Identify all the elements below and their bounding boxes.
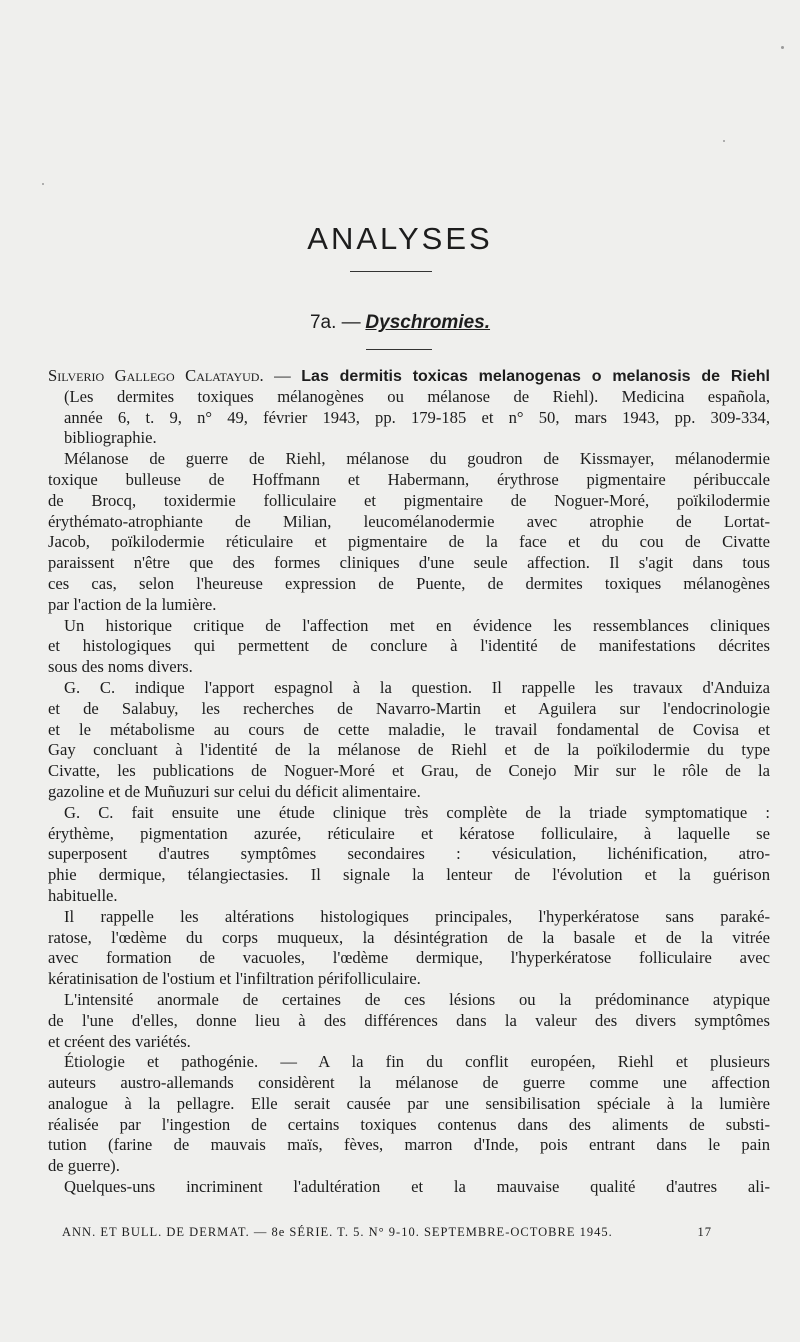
page-title: ANALYSES <box>307 221 493 256</box>
article-author: Silverio Gallego Calatayud. <box>48 366 264 385</box>
text-line: G. C. indique l'apport espagnol à la question. Il rappelle les travaux d'Anduiza <box>64 677 770 697</box>
text-line: gazoline et de Muñuzuri sur celui du déficit alimentaire. <box>48 781 421 801</box>
text-line: L'intensité anormale de certaines de ces lésions ou la prédominance atypique <box>64 989 770 1009</box>
journal-citation: ANN. ET BULL. DE DERMAT. — 8e SÉRIE. T. 5. N° 9-10. SEPTEMBRE-OCTOBRE 1945. <box>62 1225 613 1239</box>
text-line: avec formation de vacuoles, l'œdème dermique, l'hyperkératose folliculaire avec <box>48 948 770 968</box>
text-line: de guerre). <box>48 1156 120 1176</box>
text-line: érythémato-atrophiante de Milian, leucomélanodermie avec atrophie de Lortat- <box>48 511 770 531</box>
text-line: érythème, pigmentation azurée, réticulaire et kératose folliculaire, à laquelle se <box>48 823 770 843</box>
text-line: de Brocq, toxidermie folliculaire et pigmentaire de Noguer-Moré, poïkilodermie <box>48 490 770 510</box>
text-line: Jacob, poïkilodermie réticulaire et pigmentaire de la face et du cou de Civatte <box>48 532 770 552</box>
text-line: phie dermique, télangiectasies. Il signale la lenteur de l'évolution et la guérison <box>48 865 770 885</box>
page-number: 17 <box>697 1225 712 1239</box>
article-title: Las dermitis toxicas melanogenas o melanosis de Riehl <box>301 368 770 385</box>
text-line: bibliographie. <box>64 428 157 448</box>
section-number: 7a. — <box>309 312 361 333</box>
text-line: habituelle. <box>48 885 118 905</box>
text-line: Il rappelle les altérations histologiques principales, l'hyperkératose sans paraké- <box>64 906 770 926</box>
paper-speck <box>781 46 784 49</box>
text-line: année 6, t. 9, n° 49, février 1943, pp. 179-185 et n° 50, mars 1943, pp. 309-334, <box>64 407 770 427</box>
paper-speck <box>723 140 725 142</box>
text-line: auteurs austro-allemands considèrent la mélanose de guerre comme une affection <box>48 1073 770 1093</box>
text-line: toxique bulleuse de Hoffmann et Habermann, érythrose pigmentaire péribuccale <box>48 469 770 489</box>
text-line: (Les dermites toxiques mélanogènes ou mélanose de Riehl). Medicina española, <box>64 386 770 406</box>
section-name: Dyschromies. <box>365 312 491 333</box>
text-line: et le métabolisme au cours de cette maladie, le travail fondamental de Covisa et <box>48 719 770 739</box>
section-heading <box>0 312 800 334</box>
text-line: kératinisation de l'ostium et l'infiltration périfolliculaire. <box>48 969 421 989</box>
article-body <box>48 366 770 1198</box>
article-heading-line <box>48 366 770 387</box>
text-line: superposent d'autres symptômes secondaires : vésiculation, lichénification, atro- <box>48 844 770 864</box>
text-line: Étiologie et pathogénie. — A la fin du conflit européen, Riehl et plusieurs <box>64 1052 770 1072</box>
text-line: et histologiques qui permettent de conclure à l'identité de manifestations décrites <box>48 636 770 656</box>
text-line: analogue à la pellagre. Elle serait causée par une sensibilisation spéciale à la lumière <box>48 1093 770 1113</box>
text-line: ces cas, selon l'heureuse expression de Puente, de dermites toxiques mélanogènes <box>48 573 770 593</box>
text-line: réalisée par l'ingestion de certains toxiques contenus dans des aliments de substi- <box>48 1114 770 1134</box>
text-line: et créent des variétés. <box>48 1031 191 1051</box>
section-rule <box>366 349 432 350</box>
text-line: tution (farine de mauvais maïs, fèves, marron d'Inde, pois entrant dans le pain <box>48 1135 770 1155</box>
text-line: G. C. fait ensuite une étude clinique très complète de la triade symptomatique : <box>64 802 770 822</box>
paper-speck <box>42 183 44 185</box>
text-line: sous des noms divers. <box>48 657 193 677</box>
title-rule <box>350 271 432 272</box>
author-dash: — <box>274 366 291 385</box>
text-line: Quelques-uns incriminent l'adultération et la mauvaise qualité d'autres ali- <box>64 1177 770 1197</box>
text-line: paraissent n'être que des formes cliniques d'une seule affection. Il s'agit dans tous <box>48 553 770 573</box>
text-line: de l'une d'elles, donne lieu à des différences dans la valeur des divers symptômes <box>48 1010 770 1030</box>
text-line: par l'action de la lumière. <box>48 594 217 614</box>
text-line: Mélanose de guerre de Riehl, mélanose du goudron de Kissmayer, mélanodermie <box>64 449 770 469</box>
text-line: Civatte, les publications de Noguer-Moré et Grau, de Conejo Mir sur le rôle de la <box>48 761 770 781</box>
text-line: Gay concluant à l'identité de la mélanose de Riehl et de la poïkilodermie du type <box>48 740 770 760</box>
text-line: ratose, l'œdème du corps muqueux, la désintégration de la basale et de la vitrée <box>48 927 770 947</box>
text-line: Un historique critique de l'affection met en évidence les ressemblances cliniques <box>64 615 770 635</box>
running-footer <box>62 1225 712 1240</box>
text-line: et de Salabuy, les recherches de Navarro-Martin et Aguilera sur l'endocrinologie <box>48 698 770 718</box>
